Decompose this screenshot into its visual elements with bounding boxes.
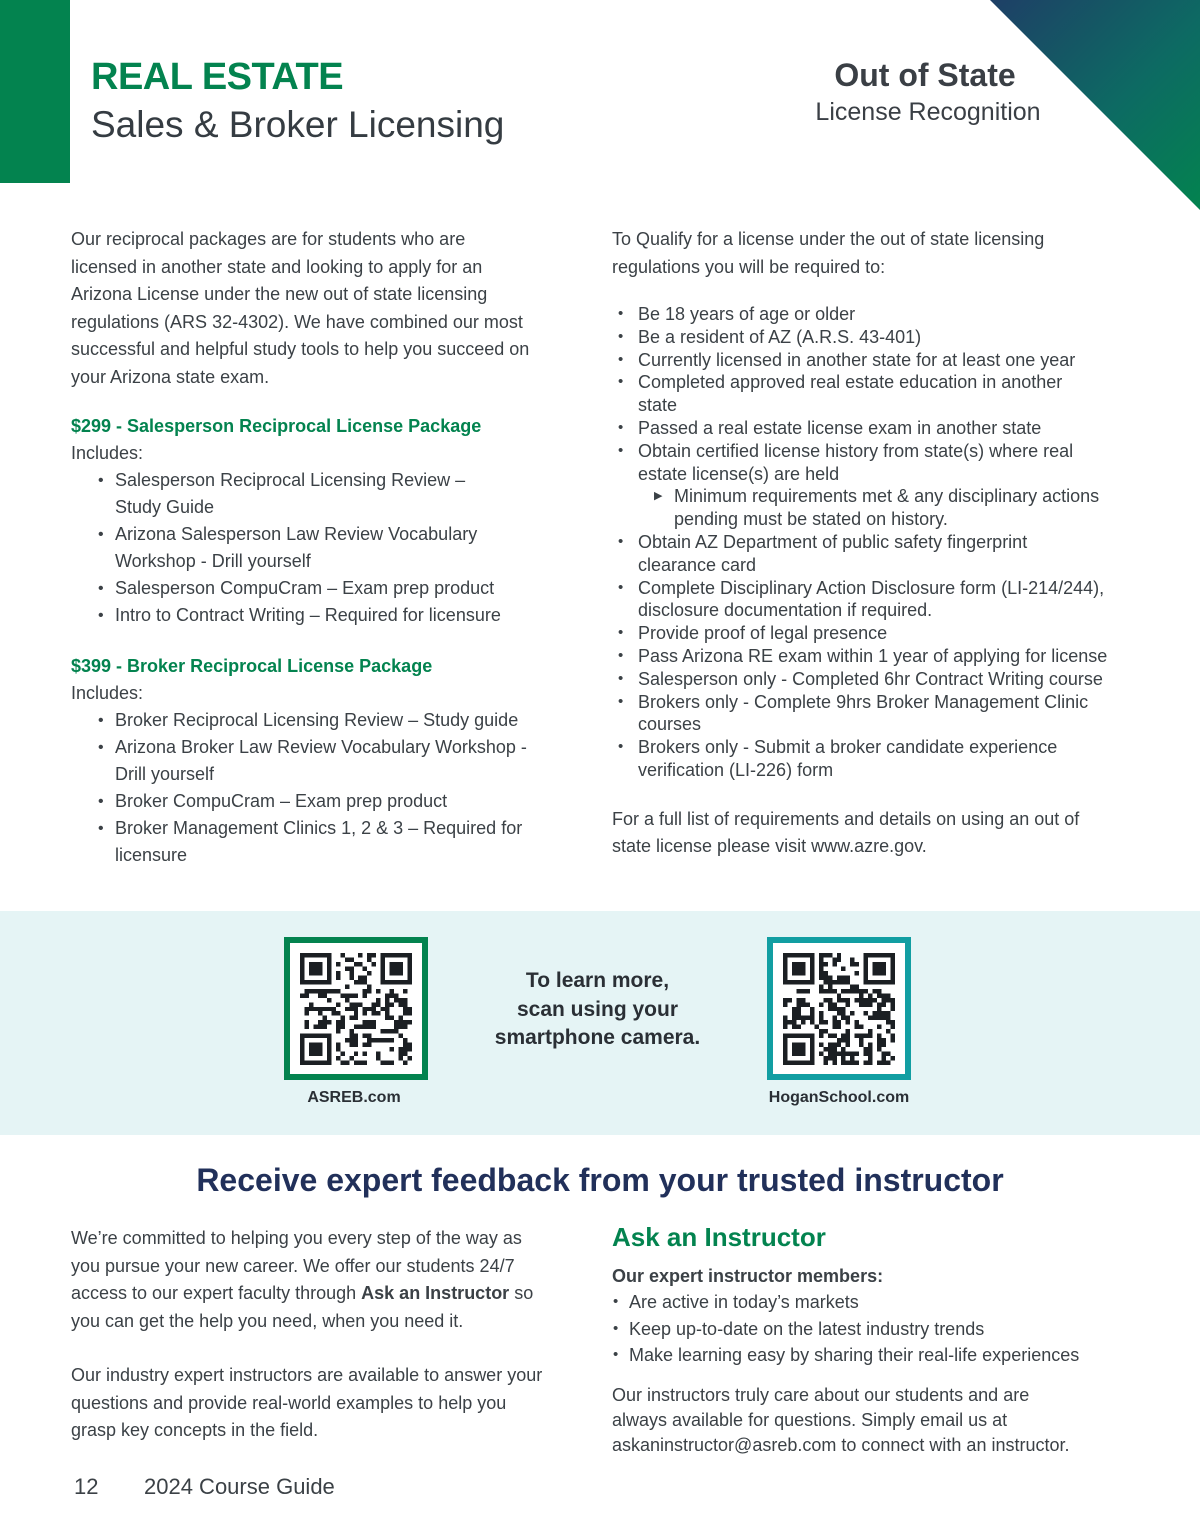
list-item: • Make learning easy by sharing their real-life experiences <box>629 1342 1172 1369</box>
instructors-paragraph: Our industry expert instructors are available to answer your questions and provide real-world examples to help you grasp key concepts in the field. <box>71 1365 543 1440</box>
list-item: • Be a resident of AZ (A.R.S. 43-401) <box>638 326 1152 349</box>
package-title: $399 - Broker Reciprocal License Package <box>71 656 433 676</box>
list-item: • Completed approved real estate education in another state <box>638 371 1152 417</box>
ask-instructor-title: Ask an Instructor <box>612 1222 826 1252</box>
list-item: • Brokers only - Complete 9hrs Broker Management Clinic courses <box>638 691 1152 737</box>
asreb-link[interactable]: ASREB.com <box>307 1089 401 1106</box>
list-item: • Keep up-to-date on the latest industry trends <box>629 1316 1172 1343</box>
requirements-list <box>612 303 1152 782</box>
list-item: • Are active in today’s markets <box>629 1289 1172 1316</box>
list-item: • Salesperson Reciprocal Licensing Review – Study Guide <box>115 467 581 521</box>
feedback-heading: Receive expert feedback from your trusted instructor <box>196 1162 1004 1198</box>
page-title: REAL ESTATE <box>91 56 344 98</box>
list-item: • Broker Reciprocal Licensing Review – Study guide <box>115 707 581 734</box>
list-item: • Currently licensed in another state for at least one year <box>638 349 1152 372</box>
page-number: 12 <box>74 1474 99 1499</box>
list-item: • Complete Disciplinary Action Disclosure form (LI-214/244), disclosure documentation if required. <box>638 577 1152 623</box>
sub-requirements <box>638 485 1152 531</box>
sub-list-item: ▶ Minimum requirements met & any disciplinary actions pending must be stated on history. <box>674 485 1152 531</box>
list-item: • Provide proof of legal presence <box>638 622 1152 645</box>
list-item: • Brokers only - Submit a broker candidate experience verification (LI-226) form <box>638 736 1152 782</box>
commitment-paragraph: We’re committed to helping you every step of the way as you pursue your new career. We offer our students 24/7 access to our expert faculty through Ask an Instructor so you can get the help you need, when you need it. <box>71 1228 534 1331</box>
package-items <box>71 467 581 629</box>
left-column <box>71 226 581 869</box>
list-item: • Intro to Contract Writing – Required for licensure <box>115 602 581 629</box>
section-subtitle: License Recognition <box>815 98 1041 126</box>
list-item: • Obtain certified license history from state(s) where real estate license(s) are held ▶ Minimum requirements met & any disciplinary actions pending must be stated on history. <box>638 440 1152 531</box>
requirements-intro: To Qualify for a license under the out of state licensing regulations you will be required to: <box>612 229 1045 277</box>
feedback-left-column <box>71 1225 591 1445</box>
contact-paragraph: Our instructors truly care about our students and are always available for questions. Simply email us at askaninstructor@asreb.com to connect with an instructor. <box>612 1384 1070 1455</box>
qr-code-icon <box>300 953 412 1065</box>
list-item: • Be 18 years of age or older <box>638 303 1152 326</box>
package-title: $299 - Salesperson Reciprocal License Package <box>71 416 482 436</box>
package-broker <box>71 653 581 869</box>
list-item: • Passed a real estate license exam in another state <box>638 417 1152 440</box>
package-salesperson <box>71 413 581 629</box>
feedback-right-column <box>612 1222 1172 1458</box>
list-item: • Obtain AZ Department of public safety fingerprint clearance card <box>638 531 1152 577</box>
ask-instructor-emphasis: Ask an Instructor <box>361 1283 510 1303</box>
list-item: • Broker Management Clinics 1, 2 & 3 – Required for licensure <box>115 815 581 869</box>
guide-title: 2024 Course Guide <box>144 1474 335 1499</box>
requirements-outro: For a full list of requirements and details on using an out of state license please visit www.azre.gov. <box>612 808 1080 857</box>
package-items <box>71 707 581 869</box>
qr-code-icon <box>783 953 895 1065</box>
list-item: • Salesperson CompuCram – Exam prep product <box>115 575 581 602</box>
page-subtitle: Sales & Broker Licensing <box>91 104 505 145</box>
members-label: Our expert instructor members: <box>612 1266 884 1286</box>
list-item: • Arizona Broker Law Review Vocabulary Workshop - Drill yourself <box>115 734 581 788</box>
right-column <box>612 226 1152 861</box>
scan-instructions: To learn more, scan using your smartphone camera. <box>494 969 701 1049</box>
header-green-bar <box>0 0 70 183</box>
includes-label: Includes: <box>71 683 144 703</box>
includes-label: Includes: <box>71 443 144 463</box>
list-item: • Broker CompuCram – Exam prep product <box>115 788 581 815</box>
section-title: Out of State <box>834 57 1016 93</box>
list-item: • Arizona Salesperson Law Review Vocabulary Workshop - Drill yourself <box>115 521 581 575</box>
list-item: • Pass Arizona RE exam within 1 year of applying for license <box>638 645 1152 668</box>
hogan-link[interactable]: HoganSchool.com <box>768 1089 910 1106</box>
intro-paragraph: Our reciprocal packages are for students who are licensed in another state and looking to apply for an Arizona License under the new out of state licensing regulations (ARS 32-4302). We have combined our most successful and helpful study tools to help you succeed on your Arizona state exam. <box>71 229 530 387</box>
members-list <box>612 1289 1172 1369</box>
hogan-qr-code[interactable] <box>767 937 911 1080</box>
list-item: • Salesperson only - Completed 6hr Contract Writing course <box>638 668 1152 691</box>
asreb-qr-code[interactable] <box>284 937 428 1080</box>
